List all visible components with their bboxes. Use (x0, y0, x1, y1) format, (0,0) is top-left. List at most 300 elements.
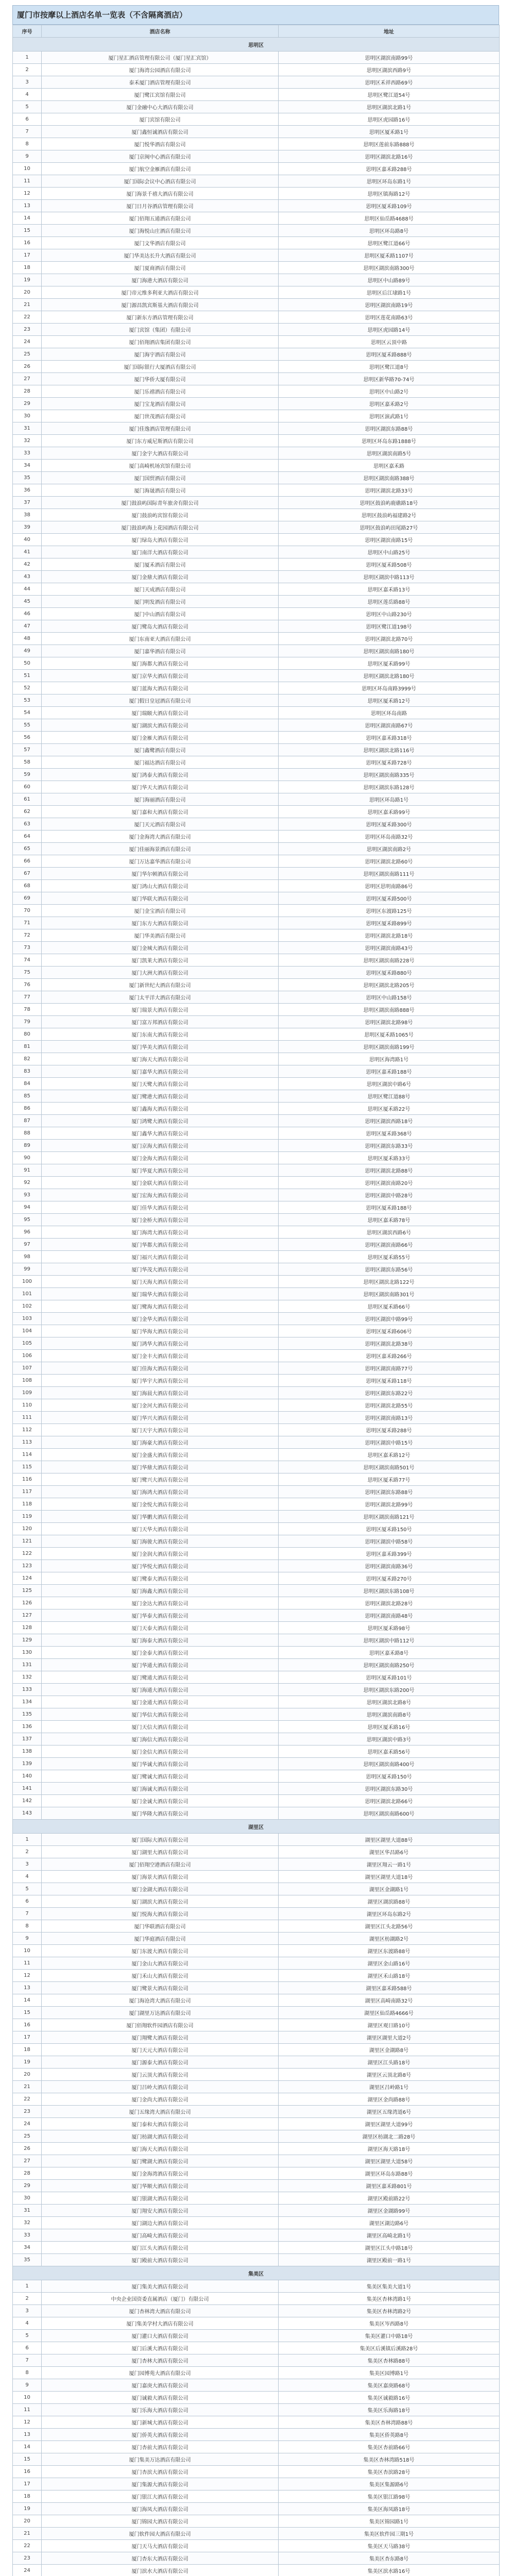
hotel-name: 厦门金桥大酒店有限公司 (42, 1214, 279, 1226)
row-index: 107 (13, 1362, 42, 1375)
district-name: 思明区 (13, 38, 500, 52)
hotel-name: 厦门殿前大酒店有限公司 (42, 2254, 279, 2266)
row-index: 26 (13, 361, 42, 373)
hotel-name: 厦门宾馆有限公司 (42, 113, 279, 126)
hotel-name: 厦门佰翔空港酒店有限公司 (42, 1858, 279, 1871)
hotel-address: 思明区湖滨南路121号 (279, 1511, 500, 1523)
row-index: 13 (13, 2429, 42, 2441)
hotel-address: 思明区湖滨南路111号 (279, 868, 500, 880)
hotel-name: 厦门华海大酒店有限公司 (42, 1325, 279, 1337)
row-index: 50 (13, 657, 42, 670)
hotel-address: 湖里区湖里大道58号 (279, 2155, 500, 2167)
hotel-name: 厦门金宝酒店有限公司 (42, 905, 279, 917)
table-row (13, 954, 500, 967)
table-row (13, 1696, 500, 1708)
hotel-name: 厦门海湾大酒店有限公司 (42, 1226, 279, 1239)
table-row (13, 2254, 500, 2266)
hotel-name: 厦门海豪大酒店有限公司 (42, 1436, 279, 1449)
hotel-address: 集美区乐海路18号 (279, 2404, 500, 2416)
hotel-address: 思明区湖滨中路6号 (279, 1078, 500, 1090)
table-row (13, 52, 500, 64)
hotel-name: 厦门集美万达酒店有限公司 (42, 2453, 279, 2466)
row-index: 69 (13, 892, 42, 905)
hotel-name: 厦门海丽酒店有限公司 (42, 793, 279, 806)
hotel-name: 厦门软件园大酒店有限公司 (42, 2528, 279, 2540)
row-index: 122 (13, 1548, 42, 1560)
table-row (13, 793, 500, 806)
table-row (13, 212, 500, 225)
hotel-name: 厦门东南大酒店有限公司 (42, 1028, 279, 1041)
hotel-name: 厦门悦海大酒店有限公司 (42, 1908, 279, 1920)
hotel-name: 厦门园博苑大酒店有限公司 (42, 2367, 279, 2379)
row-index: 18 (13, 2490, 42, 2503)
table-row (13, 2031, 500, 2044)
hotel-address: 思明区湖滨南路300号 (279, 262, 500, 274)
table-row (13, 2280, 500, 2293)
hotel-name: 厦门翔鹭大酒店有限公司 (42, 2031, 279, 2044)
row-index: 19 (13, 2056, 42, 2069)
hotel-name: 厦门杏东大酒店有限公司 (42, 2552, 279, 2565)
hotel-address: 思明区湖滨南路8号 (279, 1708, 500, 1721)
hotel-name: 厦门乐禧酒店有限公司 (42, 385, 279, 398)
row-index: 3 (13, 2305, 42, 2317)
hotel-address: 集美区后溪镇后溪路28号 (279, 2342, 500, 2354)
hotel-name: 厦门江头大酒店有限公司 (42, 2242, 279, 2254)
hotel-address: 思明区湖滨南路19号 (279, 299, 500, 311)
table-row (13, 422, 500, 435)
table-body (13, 38, 500, 2576)
hotel-address: 思明区厦禾路150号 (279, 1770, 500, 1783)
hotel-address: 思明区湖滨东路200号 (279, 1684, 500, 1696)
table-row (13, 2019, 500, 2031)
row-index: 20 (13, 2069, 42, 2081)
table-row (13, 1399, 500, 1412)
hotel-address: 思明区厦禾路188号 (279, 1201, 500, 1214)
table-row (13, 1065, 500, 1078)
hotel-name: 厦门云顶大酒店有限公司 (42, 2069, 279, 2081)
row-index: 1 (13, 1834, 42, 1846)
hotel-address: 思明区湖滨南路99号 (279, 52, 500, 64)
table-row (13, 472, 500, 484)
table-row (13, 1325, 500, 1337)
hotel-address: 集美区杏滨路28号 (279, 2466, 500, 2478)
table-row (13, 2143, 500, 2155)
table-row (13, 225, 500, 237)
hotel-name: 厦门华都大酒店有限公司 (42, 1239, 279, 1251)
row-index: 86 (13, 1103, 42, 1115)
hotel-address: 集美区软件园三期1号 (279, 2528, 500, 2540)
hotel-address: 思明区中山路89号 (279, 274, 500, 286)
hotel-name: 厦门国际银行大厦酒店有限公司 (42, 361, 279, 373)
hotel-name: 厦门海凤大酒店有限公司 (42, 2503, 279, 2515)
row-index: 54 (13, 707, 42, 719)
hotel-name: 厦门海泰大酒店有限公司 (42, 1634, 279, 1647)
hotel-name: 厦门海湾公园酒店有限公司 (42, 64, 279, 76)
hotel-address: 思明区厦禾路33号 (279, 1152, 500, 1164)
hotel-name: 厦门华悦大酒店有限公司 (42, 1560, 279, 1572)
row-index: 64 (13, 831, 42, 843)
row-index: 97 (13, 1239, 42, 1251)
hotel-address: 思明区湖滨南路301号 (279, 1288, 500, 1300)
hotel-address: 思明区环岛南路3999号 (279, 682, 500, 694)
row-index: 110 (13, 1399, 42, 1412)
hotel-address: 集美区天马路38号 (279, 2540, 500, 2552)
hotel-name: 厦门湖里万达酒店有限公司 (42, 2007, 279, 2019)
hotel-name: 厦门海都大酒店有限公司 (42, 657, 279, 670)
table-row (13, 113, 500, 126)
table-row (13, 1807, 500, 1820)
row-index: 71 (13, 917, 42, 929)
hotel-name: 厦门华侨大厦有限公司 (42, 373, 279, 385)
district-header-row (13, 1820, 500, 1834)
hotel-address: 思明区湖滨东路30号 (279, 1783, 500, 1795)
table-row (13, 101, 500, 113)
hotel-address: 思明区湖滨南路43号 (279, 942, 500, 954)
row-index: 7 (13, 1908, 42, 1920)
hotel-address: 思明区湖滨中路15号 (279, 1436, 500, 1449)
row-index: 30 (13, 410, 42, 422)
hotel-address: 思明区湖滨南路2号 (279, 843, 500, 855)
hotel-name: 厦门乐海大酒店有限公司 (42, 2404, 279, 2416)
table-row (13, 361, 500, 373)
table-row (13, 1795, 500, 1807)
row-index: 129 (13, 1634, 42, 1647)
hotel-address: 思明区湖滨南路66号 (279, 1239, 500, 1251)
table-row (13, 1511, 500, 1523)
hotel-address: 思明区湖滨北路60号 (279, 855, 500, 868)
table-row (13, 967, 500, 979)
row-index: 109 (13, 1387, 42, 1399)
hotel-address: 思明区环岛东路1号 (279, 175, 500, 188)
row-index: 113 (13, 1436, 42, 1449)
row-index: 8 (13, 2367, 42, 2379)
hotel-name: 厦门海鑫大酒店有限公司 (42, 1585, 279, 1597)
hotel-name: 泰禾厦门酒店管理有限公司 (42, 76, 279, 89)
table-row (13, 1177, 500, 1189)
table-row (13, 1362, 500, 1375)
hotel-name: 厦门源泰大酒店有限公司 (42, 2056, 279, 2069)
hotel-name: 厦门灌口大酒店有限公司 (42, 2330, 279, 2342)
hotel-address: 思明区湖滨东路88号 (279, 422, 500, 435)
hotel-name: 厦门金河大酒店有限公司 (42, 1399, 279, 1412)
hotel-name: 厦门东南亚大酒店有限公司 (42, 633, 279, 645)
hotel-name: 厦门日月谷酒店管理有限公司 (42, 200, 279, 212)
table-row (13, 435, 500, 447)
table-row (13, 1288, 500, 1300)
table-row (13, 1028, 500, 1041)
hotel-name: 厦门金信大酒店有限公司 (42, 1745, 279, 1758)
table-row (13, 2490, 500, 2503)
hotel-address: 湖里区五缘湾道6号 (279, 2106, 500, 2118)
hotel-name: 厦门华鹏大酒店有限公司 (42, 1511, 279, 1523)
row-index: 128 (13, 1622, 42, 1634)
hotel-address: 思明区仙岳路4688号 (279, 212, 500, 225)
hotel-address: 湖里区高崎南路32号 (279, 1994, 500, 2007)
hotel-name: 厦门鹭兴大酒店有限公司 (42, 1473, 279, 1486)
hotel-name: 厦门华宇大酒店有限公司 (42, 1375, 279, 1387)
hotel-address: 思明区嘉禾路13号 (279, 583, 500, 596)
hotel-address: 思明区厦禾路66号 (279, 1300, 500, 1313)
row-index: 140 (13, 1770, 42, 1783)
row-index: 1 (13, 52, 42, 64)
hotel-name: 厦门华夏大酒店有限公司 (42, 1164, 279, 1177)
hotel-address: 思明区湖滨南路77号 (279, 1362, 500, 1375)
hotel-name: 厦门金湖大酒店有限公司 (42, 1883, 279, 1895)
row-index: 100 (13, 1276, 42, 1288)
table-row (13, 1671, 500, 1684)
column-header-index: 序号 (13, 25, 42, 38)
table-row (13, 558, 500, 571)
hotel-address: 思明区厦禾路109号 (279, 200, 500, 212)
hotel-address: 湖里区海天路18号 (279, 2143, 500, 2155)
hotel-name: 厦门海港大酒店有限公司 (42, 274, 279, 286)
table-row (13, 1920, 500, 1933)
hotel-name: 厦门海信大酒店有限公司 (42, 1733, 279, 1745)
table-row (13, 608, 500, 620)
row-index: 17 (13, 2031, 42, 2044)
table-row (13, 1115, 500, 1127)
row-index: 31 (13, 2205, 42, 2217)
hotel-name: 厦门天泰大酒店有限公司 (42, 1622, 279, 1634)
hotel-address: 思明区厦禾路12号 (279, 694, 500, 707)
hotel-address: 思明区鹭江道88号 (279, 1090, 500, 1103)
row-index: 17 (13, 2478, 42, 2490)
table-row (13, 2342, 500, 2354)
hotel-name: 厦门嘉华酒店有限公司 (42, 645, 279, 657)
hotel-name: 厦门瑞景大酒店有限公司 (42, 1004, 279, 1016)
table-row (13, 744, 500, 756)
table-row (13, 2429, 500, 2441)
table-row (13, 1473, 500, 1486)
hotel-address: 思明区云顶中路 (279, 336, 500, 348)
row-index: 104 (13, 1325, 42, 1337)
table-row (13, 546, 500, 558)
row-index: 66 (13, 855, 42, 868)
hotel-address: 集美区杏林路88号 (279, 2354, 500, 2367)
table-row (13, 620, 500, 633)
hotel-name: 厦门华联酒店有限公司 (42, 1920, 279, 1933)
row-index: 30 (13, 2192, 42, 2205)
table-row (13, 2106, 500, 2118)
hotel-name: 厦门湖滨大酒店有限公司 (42, 1895, 279, 1908)
table-row (13, 2044, 500, 2056)
table-row (13, 2081, 500, 2093)
hotel-name: 厦门杏林大酒店有限公司 (42, 2354, 279, 2367)
table-row (13, 163, 500, 175)
hotel-address: 湖里区环岛东路88号 (279, 2167, 500, 2180)
row-index: 131 (13, 1659, 42, 1671)
row-index: 11 (13, 2404, 42, 2416)
hotel-name: 厦门鸿鹭大酒店有限公司 (42, 1115, 279, 1127)
table-row (13, 2354, 500, 2367)
row-index: 88 (13, 1127, 42, 1140)
row-index: 28 (13, 385, 42, 398)
table-row (13, 2192, 500, 2205)
hotel-name: 厦门京海大酒店有限公司 (42, 1140, 279, 1152)
hotel-address: 湖里区嘉禾路801号 (279, 2180, 500, 2192)
hotel-address: 湖里区江头路18号 (279, 2056, 500, 2069)
hotel-name: 厦门鑫海大酒店有限公司 (42, 1103, 279, 1115)
row-index: 10 (13, 2392, 42, 2404)
row-index: 126 (13, 1597, 42, 1609)
hotel-name: 厦门杏滨大酒店有限公司 (42, 2466, 279, 2478)
row-index: 112 (13, 1424, 42, 1436)
hotel-name: 厦门大洲大酒店有限公司 (42, 967, 279, 979)
table-row (13, 1535, 500, 1548)
table-row (13, 2416, 500, 2429)
table-row (13, 410, 500, 422)
row-index: 6 (13, 113, 42, 126)
table-row (13, 855, 500, 868)
column-header-name: 酒店名称 (42, 25, 279, 38)
table-row (13, 942, 500, 954)
hotel-address: 思明区鼓浪屿福建路2号 (279, 509, 500, 521)
table-row (13, 385, 500, 398)
hotel-address: 思明区湖滨北路88号 (279, 1164, 500, 1177)
row-index: 2 (13, 64, 42, 76)
hotel-name: 厦门佳海大酒店有限公司 (42, 1362, 279, 1375)
hotel-name: 厦门华尔顿酒店有限公司 (42, 868, 279, 880)
hotel-address: 思明区虎园路14号 (279, 324, 500, 336)
table-row (13, 2242, 500, 2254)
table-row (13, 497, 500, 509)
hotel-name: 厦门海景千禧大酒店有限公司 (42, 188, 279, 200)
row-index: 59 (13, 769, 42, 781)
row-index: 21 (13, 2528, 42, 2540)
table-row (13, 1634, 500, 1647)
row-index: 87 (13, 1115, 42, 1127)
hotel-name: 厦门宝龙酒店有限公司 (42, 398, 279, 410)
row-index: 123 (13, 1560, 42, 1572)
hotel-address: 思明区莲花南路63号 (279, 311, 500, 324)
table-row (13, 831, 500, 843)
table-row (13, 868, 500, 880)
hotel-address: 思明区湖滨南路67号 (279, 719, 500, 732)
hotel-name: 厦门后溪大酒店有限公司 (42, 2342, 279, 2354)
table-row (13, 2205, 500, 2217)
hotel-name: 厦门鹭港大酒店有限公司 (42, 1090, 279, 1103)
hotel-address: 思明区湖滨北路1号 (279, 101, 500, 113)
row-index: 75 (13, 967, 42, 979)
table-header-row (13, 25, 500, 38)
hotel-address: 湖里区湖里大道88号 (279, 1834, 500, 1846)
row-index: 22 (13, 311, 42, 324)
table-row (13, 2118, 500, 2130)
table-row (13, 1140, 500, 1152)
row-index: 138 (13, 1745, 42, 1758)
hotel-name: 厦门泰和大酒店有限公司 (42, 2118, 279, 2130)
hotel-name: 厦门福兴大酒店有限公司 (42, 1251, 279, 1263)
table-row (13, 1436, 500, 1449)
row-index: 142 (13, 1795, 42, 1807)
row-index: 12 (13, 2416, 42, 2429)
hotel-address: 思明区嘉禾路188号 (279, 1065, 500, 1078)
hotel-name: 厦门佰翔软件园酒店有限公司 (42, 2019, 279, 2031)
hotel-address: 思明区鹭江道198号 (279, 620, 500, 633)
hotel-address: 思明区湖滨南路48号 (279, 1609, 500, 1622)
row-index: 96 (13, 1226, 42, 1239)
district-name: 湖里区 (13, 1820, 500, 1834)
table-row (13, 348, 500, 361)
row-index: 103 (13, 1313, 42, 1325)
hotel-address: 思明区环岛路1号 (279, 793, 500, 806)
row-index: 76 (13, 979, 42, 991)
row-index: 24 (13, 2118, 42, 2130)
row-index: 3 (13, 1858, 42, 1871)
row-index: 18 (13, 262, 42, 274)
hotel-name: 厦门海晨大酒店有限公司 (42, 1387, 279, 1399)
hotel-address: 思明区厦禾路880号 (279, 967, 500, 979)
row-index: 67 (13, 868, 42, 880)
hotel-address: 思明区鼓浪屿田尾路27号 (279, 521, 500, 534)
hotel-address: 湖里区金湖路8号 (279, 2044, 500, 2056)
table-row (13, 2515, 500, 2528)
row-index: 19 (13, 2503, 42, 2515)
row-index: 12 (13, 188, 42, 200)
row-index: 23 (13, 324, 42, 336)
hotel-address: 思明区湖滨北路180号 (279, 670, 500, 682)
row-index: 27 (13, 373, 42, 385)
hotel-address: 湖里区环岛东路2号 (279, 1908, 500, 1920)
hotel-address: 思明区中山路2号 (279, 385, 500, 398)
hotel-name: 厦门鼓浪屿国际青年旅舍有限公司 (42, 497, 279, 509)
hotel-address: 思明区湖滨南路501号 (279, 1461, 500, 1473)
table-row (13, 1994, 500, 2007)
hotel-name: 厦门海天大酒店有限公司 (42, 1053, 279, 1065)
row-index: 32 (13, 2217, 42, 2229)
table-row (13, 89, 500, 101)
hotel-address: 思明区湖滨南路600号 (279, 1807, 500, 1820)
row-index: 46 (13, 608, 42, 620)
table-row (13, 719, 500, 732)
row-index: 98 (13, 1251, 42, 1263)
hotel-name: 厦门湖里大酒店有限公司 (42, 1846, 279, 1858)
hotel-address: 湖里区湖里大道99号 (279, 2118, 500, 2130)
column-header-address: 地址 (279, 25, 500, 38)
hotel-address: 思明区厦禾路888号 (279, 348, 500, 361)
row-index: 53 (13, 694, 42, 707)
row-index: 29 (13, 2180, 42, 2192)
hotel-name: 厦门嘉华大酒店有限公司 (42, 1065, 279, 1078)
hotel-name: 厦门金海湾酒店有限公司 (42, 2167, 279, 2180)
hotel-name: 厦门鼓浪屿宾馆有限公司 (42, 509, 279, 521)
hotel-address: 湖里区江头北路56号 (279, 1920, 500, 1933)
table-row (13, 1486, 500, 1498)
row-index: 40 (13, 534, 42, 546)
hotel-address: 思明区东渡路125号 (279, 905, 500, 917)
hotel-name: 厦门海诚大酒店有限公司 (42, 1783, 279, 1795)
table-row (13, 1016, 500, 1028)
row-index: 116 (13, 1473, 42, 1486)
hotel-name: 厦门天宇大酒店有限公司 (42, 1424, 279, 1436)
table-row (13, 1585, 500, 1597)
hotel-name: 厦门天马大酒店有限公司 (42, 2540, 279, 2552)
table-row (13, 126, 500, 138)
table-row (13, 1412, 500, 1424)
table-row (13, 2367, 500, 2379)
hotel-address: 思明区湖滨北路55号 (279, 1399, 500, 1412)
hotel-address: 思明区海湾路1号 (279, 1053, 500, 1065)
hotel-name: 厦门海沧湾大酒店有限公司 (42, 1994, 279, 2007)
row-index: 62 (13, 806, 42, 818)
table-row (13, 286, 500, 299)
table-row (13, 781, 500, 793)
table-row (13, 1189, 500, 1201)
hotel-address: 集美区杏林湾路518号 (279, 2453, 500, 2466)
table-row (13, 484, 500, 497)
row-index: 3 (13, 76, 42, 89)
table-row (13, 2441, 500, 2453)
